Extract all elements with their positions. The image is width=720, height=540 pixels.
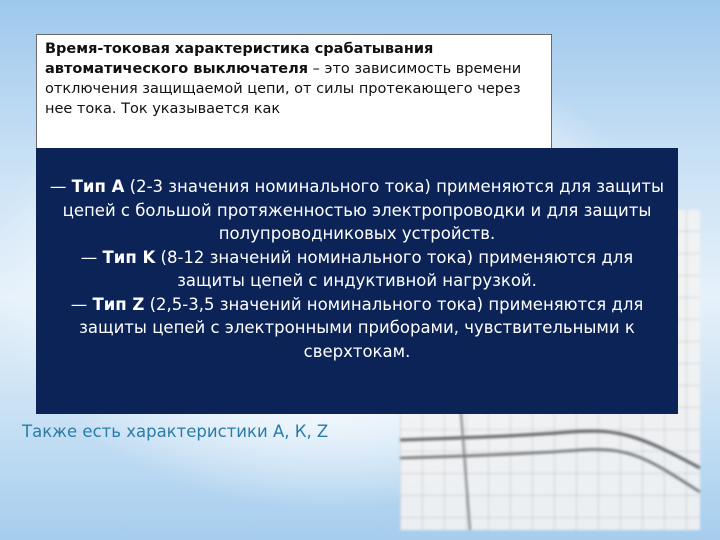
type-description: (8-12 значений номинального тока) применяются для защиты цепей с индуктивной нагрузкой. xyxy=(155,247,634,290)
type-name: Тип A xyxy=(71,177,125,196)
dash: — xyxy=(80,247,103,267)
breaker-types-box xyxy=(36,148,678,414)
dash: — xyxy=(70,294,93,314)
dash: — xyxy=(49,177,72,196)
type-description: (2-3 значения номинального тока) применяются для защиты цепей с большой протяженностью электропроводки и для защиты полупроводниковых устройств. xyxy=(62,177,665,243)
type-item xyxy=(46,246,668,293)
type-name: Тип K xyxy=(102,247,156,267)
footer-note: Также есть характеристики А, К, Z xyxy=(22,422,329,441)
type-name: Тип Z xyxy=(92,294,145,314)
type-item xyxy=(46,175,668,246)
type-description: (2,5-3,5 значений номинального тока) применяются для защиты цепей с электронными приборами, чувствительными к сверхтокам. xyxy=(79,294,644,361)
description-body: – это зависимость времени отключения защищаемой цепи, от силы протекающего через нее тока. Ток указывается как xyxy=(45,61,522,117)
description-title: Время-токовая характеристика срабатывания автоматического выключателя xyxy=(45,41,434,77)
type-item xyxy=(46,293,668,364)
